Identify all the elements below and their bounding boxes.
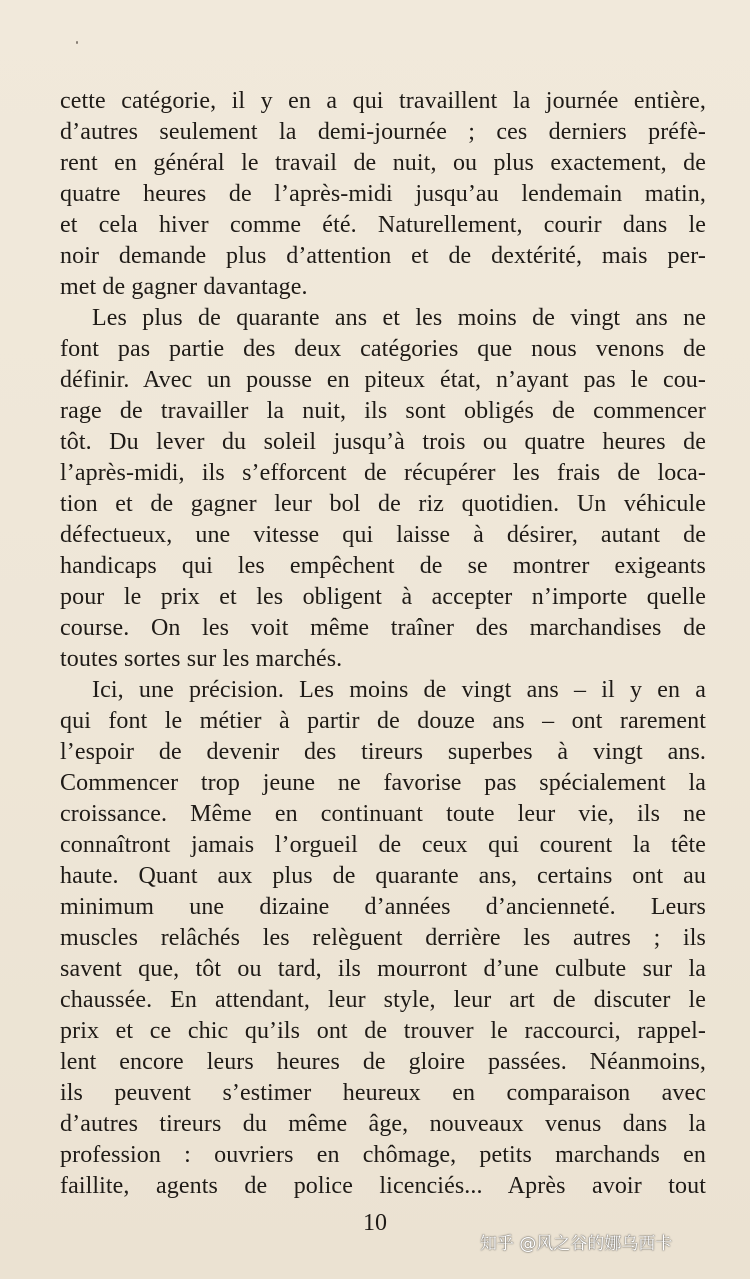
text-line: et cela hiver comme été. Naturellement, courir dans le	[60, 212, 706, 238]
body-text	[60, 86, 706, 1202]
text-line: d’autres seulement la demi-journée ; ces derniers préfè-	[60, 119, 706, 145]
text-line: quatre heures de l’après-midi jusqu’au lendemain matin,	[60, 181, 706, 207]
paragraph-end-line: toutes sortes sur les marchés.	[60, 646, 343, 672]
paragraph-start-line: Les plus de quarante ans et les moins de vingt ans ne	[92, 305, 706, 331]
text-line: rent en général le travail de nuit, ou plus exactement, de	[60, 150, 706, 176]
text-line: pour le prix et les obligent à accepter n’importe quelle	[60, 584, 706, 610]
paragraph-end-line: met de gagner davantage.	[60, 274, 308, 300]
page-number: 10	[363, 1210, 387, 1236]
text-line: chaussée. En attendant, leur style, leur art de discuter le	[60, 987, 706, 1013]
text-line: font pas partie des deux catégories que nous venons de	[60, 336, 706, 362]
text-line: tôt. Du lever du soleil jusqu’à trois ou quatre heures de	[60, 429, 706, 455]
text-line: Commencer trop jeune ne favorise pas spécialement la	[60, 770, 706, 796]
text-line: rage de travailler la nuit, ils sont obligés de commencer	[60, 398, 706, 424]
paper-speck	[76, 41, 78, 44]
text-line: prix et ce chic qu’ils ont de trouver le raccourci, rappel-	[60, 1018, 706, 1044]
text-line: connaîtront jamais l’orgueil de ceux qui courent la tête	[60, 832, 706, 858]
zhihu-watermark: 知乎 @风之谷的娜乌西卡	[480, 1234, 673, 1254]
text-line: ils peuvent s’estimer heureux en comparaison avec	[60, 1080, 706, 1106]
paragraph-start-line: Ici, une précision. Les moins de vingt ans – il y en a	[92, 677, 706, 703]
text-line: l’espoir de devenir des tireurs superbes à vingt ans.	[60, 739, 706, 765]
text-line: muscles relâchés les relèguent derrière les autres ; ils	[60, 925, 706, 951]
text-line: profession : ouvriers en chômage, petits marchands en	[60, 1142, 706, 1168]
text-line: tion et de gagner leur bol de riz quotidien. Un véhicule	[60, 491, 706, 517]
text-line: cette catégorie, il y en a qui travaillent la journée entière,	[60, 88, 706, 114]
text-line: savent que, tôt ou tard, ils mourront d’une culbute sur la	[60, 956, 706, 982]
text-line: croissance. Même en continuant toute leur vie, ils ne	[60, 801, 706, 827]
text-line: d’autres tireurs du même âge, nouveaux venus dans la	[60, 1111, 706, 1137]
text-line: faillite, agents de police licenciés... Après avoir tout	[60, 1173, 706, 1199]
text-line: minimum une dizaine d’années d’ancienneté. Leurs	[60, 894, 706, 920]
text-line: l’après-midi, ils s’efforcent de récupérer les frais de loca-	[60, 460, 706, 486]
text-line: handicaps qui les empêchent de se montrer exigeants	[60, 553, 706, 579]
text-line: qui font le métier à partir de douze ans – ont rarement	[60, 708, 706, 734]
text-line: définir. Avec un pousse en piteux état, n’ayant pas le cou-	[60, 367, 706, 393]
text-line: course. On les voit même traîner des marchandises de	[60, 615, 706, 641]
text-line: haute. Quant aux plus de quarante ans, certains ont au	[60, 863, 706, 889]
text-line: défectueux, une vitesse qui laisse à désirer, autant de	[60, 522, 706, 548]
text-line: lent encore leurs heures de gloire passées. Néanmoins,	[60, 1049, 706, 1075]
text-line: noir demande plus d’attention et de dextérité, mais per-	[60, 243, 706, 269]
